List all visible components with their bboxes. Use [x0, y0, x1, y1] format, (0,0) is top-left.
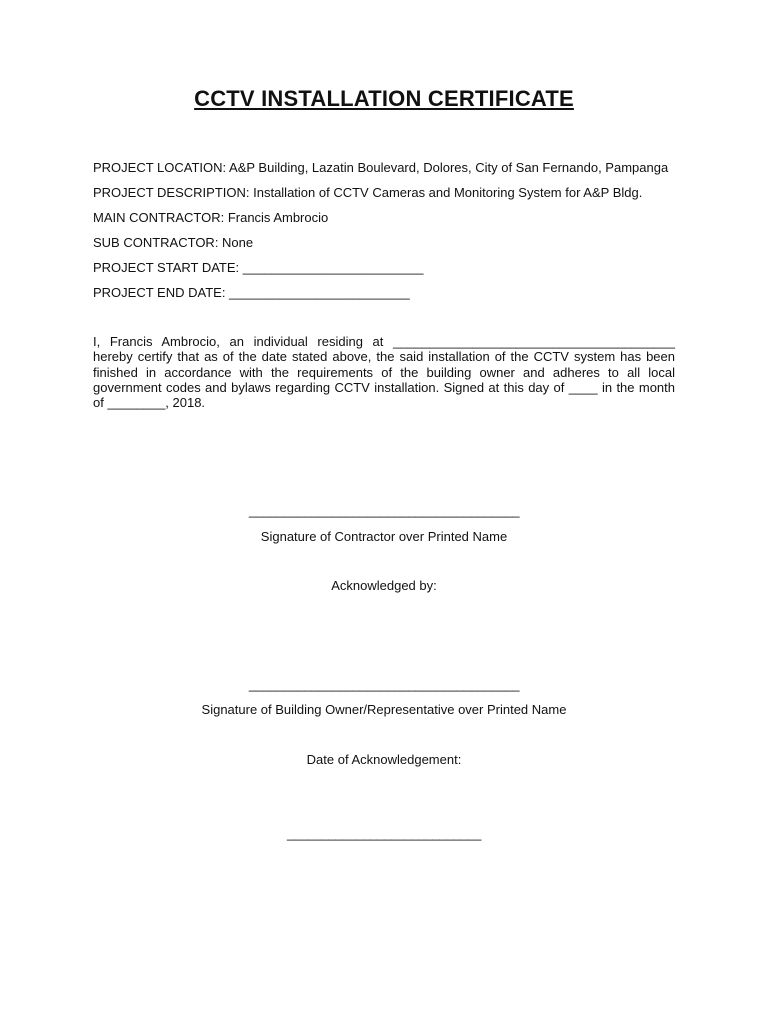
acknowledgement-date-line: ____________________________ — [286, 826, 482, 841]
project-end-date: PROJECT END DATE: _________________________ — [93, 285, 410, 300]
project-location: PROJECT LOCATION: A&P Building, Lazatin Boulevard, Dolores, City of San Fernando, Pampanga — [93, 160, 669, 175]
owner-signature-label: Signature of Building Owner/Representative over Printed Name — [201, 702, 567, 717]
sub-contractor: SUB CONTRACTOR: None — [93, 235, 254, 250]
document-title: CCTV INSTALLATION CERTIFICATE — [194, 86, 574, 111]
contractor-signature-line: _______________________________________ — [248, 503, 520, 518]
project-description: PROJECT DESCRIPTION: Installation of CCTV Cameras and Monitoring System for A&P Bldg. — [93, 185, 643, 200]
certification-paragraph: I, Francis Ambrocio, an individual residing at _______________________________________ hereby certify that as of the date stated above, the said installation of the CCTV system has been finished in accordance with the requirements of the building owner and adheres to all local government codes and bylaws regarding CCTV installation. Signed at this day of ____ in the month of ________, 2018. — [93, 334, 675, 411]
contractor-signature-label: Signature of Contractor over Printed Name — [260, 529, 508, 544]
owner-signature-line: _______________________________________ — [248, 677, 520, 692]
date-of-acknowledgement-label: Date of Acknowledgement: — [306, 752, 462, 767]
acknowledged-by-label: Acknowledged by: — [331, 578, 437, 593]
main-contractor: MAIN CONTRACTOR: Francis Ambrocio — [93, 210, 329, 225]
project-start-date: PROJECT START DATE: _________________________ — [93, 260, 424, 275]
